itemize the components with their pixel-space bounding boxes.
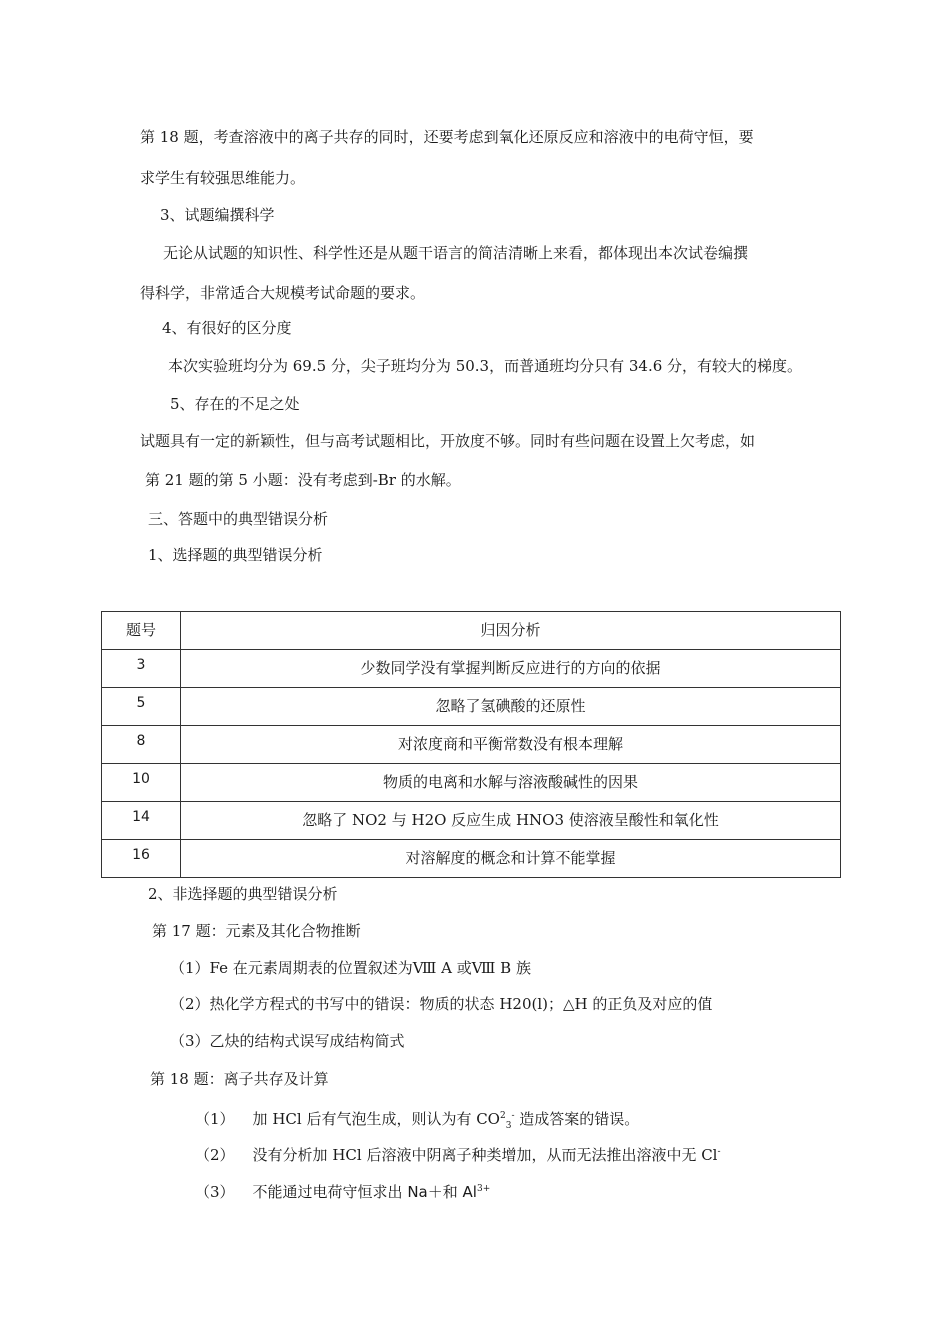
superscript: - <box>511 1111 515 1121</box>
row-analysis: 忽略了氢碘酸的还原性 <box>181 688 841 726</box>
row-number: 8 <box>102 726 181 764</box>
section-3-line2: 得科学，非常适合大规模考试命题的要求。 <box>140 284 426 302</box>
section-5-line1: 试题具有一定的新颖性，但与高考试题相比，开放度不够。同时有些问题在设置上欠考虑，如 <box>140 432 756 450</box>
row-analysis: 少数同学没有掌握判断反应进行的方向的依据 <box>181 650 841 688</box>
q18-item2 <box>195 1142 721 1165</box>
row-number: 14 <box>102 802 181 840</box>
error-analysis-table <box>101 611 841 878</box>
item-tail: 造成答案的错误。 <box>514 1110 640 1128</box>
section-5-heading: 5、存在的不足之处 <box>170 395 300 413</box>
q17-item1: （1）Fe 在元素周期表的位置叙述为Ⅷ A 或Ⅷ B 族 <box>170 959 531 977</box>
row-analysis: 对溶解度的概念和计算不能掌握 <box>181 840 841 878</box>
table-header-row <box>102 612 841 650</box>
row-number: 10 <box>102 764 181 802</box>
row-analysis: 对浓度商和平衡常数没有根本理解 <box>181 726 841 764</box>
header-analysis: 归因分析 <box>181 612 841 650</box>
subscript: 3 <box>505 1121 512 1131</box>
item-and: 和 <box>442 1183 463 1201</box>
item-text: 没有分析加 HCl 后溶液中阴离子种类增加，从而无法推出溶液中无 Cl <box>252 1146 718 1164</box>
header-number: 题号 <box>102 612 181 650</box>
table-row <box>102 650 841 688</box>
part-3-heading: 三、答题中的典型错误分析 <box>148 510 329 528</box>
section-3-heading: 3、试题编撰科学 <box>160 206 275 224</box>
q17-title: 第 17 题：元素及其化合物推断 <box>152 922 361 940</box>
item-number: （1） <box>195 1110 235 1128</box>
item-number: （2） <box>195 1146 235 1164</box>
item-text: 加 HCl 后有气泡生成，则认为有 CO <box>252 1110 500 1128</box>
section-3-line1: 无论从试题的知识性、科学性还是从题干语言的简洁清晰上来看，都体现出本次试卷编撰 <box>163 244 749 262</box>
table-row <box>102 764 841 802</box>
section-4-heading: 4、有很好的区分度 <box>162 319 292 337</box>
item-number: （3） <box>195 1183 235 1201</box>
part-2-heading: 2、非选择题的典型错误分析 <box>148 885 338 903</box>
row-analysis: 物质的电离和水解与溶液酸碱性的因果 <box>181 764 841 802</box>
q17-item2: （2）热化学方程式的书写中的错误：物质的状态 H20(l)；△H 的正负及对应的值 <box>170 995 713 1013</box>
q17-item3: （3）乙炔的结构式误写成结构简式 <box>170 1032 405 1050</box>
row-analysis: 忽略了 NO2 与 H2O 反应生成 HNO3 使溶液呈酸性和氧化性 <box>181 802 841 840</box>
row-number: 3 <box>102 650 181 688</box>
row-number: 5 <box>102 688 181 726</box>
table-row <box>102 688 841 726</box>
table-row <box>102 802 841 840</box>
para1-line1: 第 18 题，考查溶液中的离子共存的同时，还要考虑到氧化还原反应和溶液中的电荷守恒，要 <box>140 128 754 146</box>
superscript: 2 <box>499 1111 506 1121</box>
q18-item3 <box>195 1179 490 1202</box>
table-row <box>102 726 841 764</box>
para1-line2: 求学生有较强思维能力。 <box>140 169 306 187</box>
table-row <box>102 840 841 878</box>
superscript: 3+ <box>476 1184 491 1194</box>
superscript: - <box>717 1147 721 1157</box>
aluminum-ion: Al <box>462 1183 477 1201</box>
section-4-line1: 本次实验班均分为 69.5 分，尖子班均分为 50.3，而普通班均分只有 34.6 分，有较大的梯度。 <box>168 357 803 375</box>
sodium-ion: Na＋ <box>407 1183 443 1201</box>
q18-title: 第 18 题：离子共存及计算 <box>150 1070 329 1088</box>
section-5-line2: 第 21 题的第 5 小题：没有考虑到-Br 的水解。 <box>145 471 461 489</box>
row-number: 16 <box>102 840 181 878</box>
q18-item1 <box>195 1106 639 1136</box>
item-text: 不能通过电荷守恒求出 <box>252 1183 408 1201</box>
part-3-sub1: 1、选择题的典型错误分析 <box>148 546 323 564</box>
